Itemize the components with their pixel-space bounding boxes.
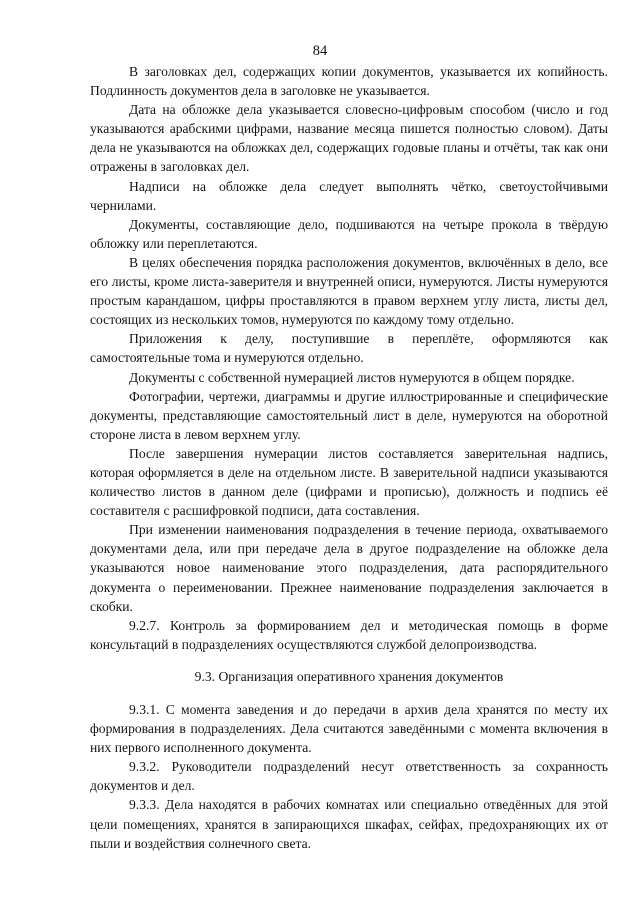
paragraph: 9.3.1. С момента заведения и до передачи в архив дела хранятся по месту их формирования в подразделениях. Дела считаются заведёнными с момента включения в них первого исполненного документа. [90,702,608,756]
paragraph: Надписи на обложке дела следует выполнять чётко, светоустойчивыми чернилами. [90,178,608,213]
paragraph: В целях обеспечения порядка расположения документов, включённых в дело, все его листы, кроме листа-заверителя и внутренней описи, нумеруются. Листы нумеруются простым карандашом, цифры проставляются в правом верхнем углу листа, листы дел, состоящих из нескольких томов, нумеруются по каждому тому отдельно. [90,254,608,328]
paragraph: 9.3.3. Дела находятся в рабочих комнатах или специально отведённых для этой цели помещениях, хранятся в запирающихся шкафах, сейфах, предохраняющих их от пыли и воздействия солнечного света. [90,797,608,851]
paragraph: 9.3.2. Руководители подразделений несут ответственность за сохранность документов и дел. [90,759,608,794]
paragraph: В заголовках дел, содержащих копии документов, указывается их копийность. Подлинность документов дела в заголовке не указывается. [90,64,608,99]
paragraph: 9.2.7. Контроль за формированием дел и методическая помощь в форме консультаций в подразделениях осуществляются службой делопроизводства. [90,617,608,652]
paragraph: При изменении наименования подразделения в течение периода, охватываемого документами дела, или при передаче дела в другое подразделение на обложке дела указываются новое наименование этого подразделения, дата распорядительного документа о переименовании. Прежнее наименование подразделения заключается в скобки. [90,522,608,614]
section-heading: 9.3. Организация оперативного хранения документов [194,668,504,684]
page-number: 84 [312,43,328,59]
paragraph: Документы с собственной нумерацией листов нумеруются в общем порядке. [129,369,575,385]
paragraph: После завершения нумерации листов составляется заверительная надпись, которая оформляется в деле на отдельном листе. В заверительной надписи указываются количество листов в данном деле (цифрами и прописью), должность и подпись её составителя с расшифровкой подписи, дата составления. [90,445,608,519]
paragraph: Дата на обложке дела указывается словесно-цифровым способом (число и год указываются арабскими цифрами, название месяца пишется полностью словом). Даты дела не указываются на обложках дел, содержащих годовые планы и отчёты, так как они отражены в заголовках дел. [90,102,608,175]
paragraph: Документы, составляющие дело, подшиваются на четыре прокола в твёрдую обложку или переплетаются. [90,216,608,251]
paragraph: Фотографии, чертежи, диаграммы и другие иллюстрированные и специфические документы, представляющие самостоятельный лист в деле, нумеруются на оборотной стороне листа в левом верхнем углу. [90,388,608,442]
paragraph: Приложения к делу, поступившие в переплёте, оформляются как самостоятельные тома и нумеруются отдельно. [90,331,608,366]
page-body [90,62,608,853]
